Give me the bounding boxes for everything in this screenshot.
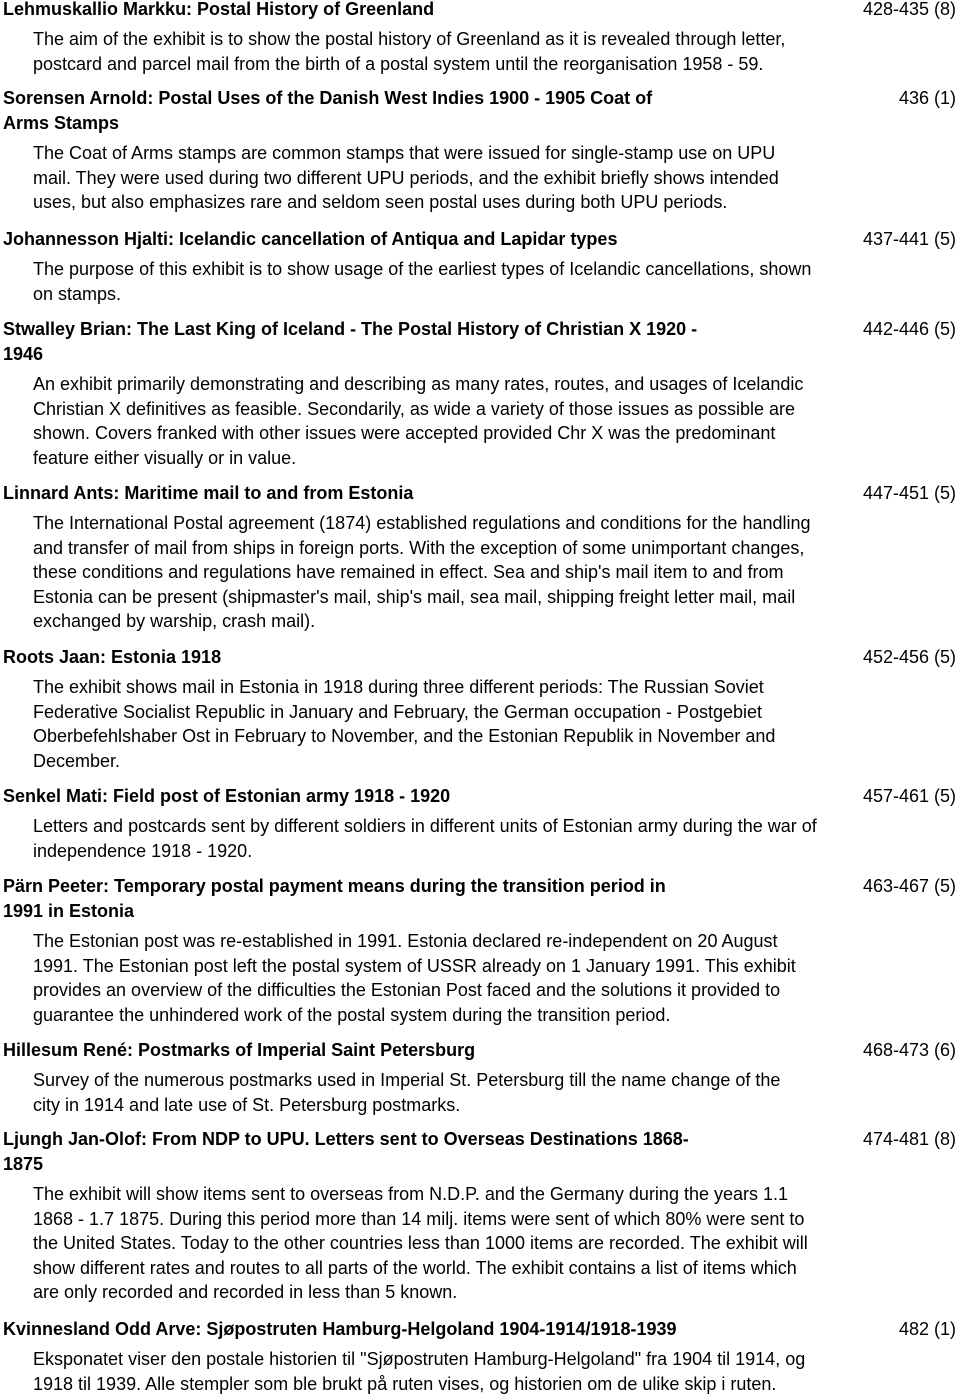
exhibit-title	[0, 1317, 815, 1342]
exhibit-title-line: Senkel Mati: Field post of Estonian army 1918 - 1920	[3, 786, 451, 806]
exhibit-description	[0, 511, 960, 634]
description-line: Estonia can be present (shipmaster's mail, ship's mail, sea mail, shipping freight letter mail, mail	[33, 586, 796, 607]
description-line: guarantee the unhindered work of the postal system during the transition period.	[33, 1004, 671, 1025]
exhibit-entry	[0, 784, 960, 863]
entry-header	[0, 86, 960, 136]
exhibit-entry	[0, 86, 960, 215]
exhibit-entry	[0, 1317, 960, 1396]
description-line: provides an overview of the difficulties the Estonian Post faced and the solutions it provided to	[33, 980, 781, 1001]
description-line: these conditions and regulations have remained in effect. Sea and ship's mail item to and from	[33, 562, 784, 583]
exhibit-title	[0, 227, 815, 252]
description-line: mail. They were used during two different UPU periods, and the exhibit briefly shows intended	[33, 167, 779, 188]
entry-header	[0, 0, 960, 22]
exhibit-entry	[0, 1038, 960, 1117]
exhibit-title-line: Lehmuskallio Markku: Postal History of Greenland	[3, 0, 435, 19]
exhibit-title-line: 1991 in Estonia	[3, 901, 135, 921]
exhibit-entry	[0, 481, 960, 634]
exhibit-title-line: 1946	[3, 344, 44, 364]
frame-reference: 447-451 (5)	[862, 483, 956, 503]
exhibit-entry	[0, 1127, 960, 1305]
exhibit-title	[0, 481, 815, 506]
exhibit-description	[0, 372, 960, 470]
description-line: December.	[33, 750, 121, 771]
entry-header	[0, 784, 960, 809]
exhibit-title	[0, 874, 815, 924]
entry-header	[0, 317, 960, 367]
exhibit-title-line: Johannesson Hjalti: Icelandic cancellation of Antiqua and Lapidar types	[3, 229, 618, 249]
exhibit-description	[0, 1347, 960, 1396]
exhibit-entry	[0, 0, 960, 76]
entry-header	[0, 1317, 960, 1342]
description-line: An exhibit primarily demonstrating and describing as many rates, routes, and usages of Icelandic	[33, 374, 804, 394]
description-line: independence 1918 - 1920.	[33, 840, 253, 861]
frame-reference: 442-446 (5)	[862, 319, 956, 339]
description-line: Christian X definitives as feasible. Secondarily, as wide a variety of those issues as possible are	[33, 398, 796, 419]
description-line: The Estonian post was re-established in 1991. Estonia declared re-independent on 20 August	[33, 931, 778, 951]
entry-header	[0, 874, 960, 924]
exhibit-title-line: Sorensen Arnold: Postal Uses of the Danish West Indies 1900 - 1905 Coat of	[3, 88, 653, 108]
exhibit-description	[0, 814, 960, 863]
frame-reference: 474-481 (8)	[862, 1129, 956, 1149]
description-line: The International Postal agreement (1874) established regulations and conditions for the handling	[33, 513, 811, 533]
description-line: show different rates and routes to all parts of the world. The exhibit contains a list of items which	[33, 1257, 797, 1278]
entry-header	[0, 1127, 960, 1177]
frame-reference: 452-456 (5)	[862, 647, 956, 667]
frame-reference: 457-461 (5)	[862, 786, 956, 806]
exhibit-description	[0, 141, 960, 215]
exhibit-title-line: Linnard Ants: Maritime mail to and from Estonia	[3, 483, 414, 503]
description-line: 1918 til 1939. Alle stempler som ble brukt på ruten vises, og historien om de ulike skip i ruten.	[33, 1373, 777, 1394]
exhibit-title-line: Ljungh Jan-Olof: From NDP to UPU. Letters sent to Overseas Destinations 1868-	[3, 1129, 689, 1149]
description-line: Survey of the numerous postmarks used in Imperial St. Petersburg till the name change of the	[33, 1070, 781, 1090]
description-line: and transfer of mail from ships in foreign ports. With the exception of some unimportant changes,	[33, 537, 805, 558]
entry-header	[0, 1038, 960, 1063]
description-line: Oberbefehlshaber Ost in February to November, and the Estonian Republik in November and	[33, 726, 776, 747]
frame-reference: 463-467 (5)	[862, 876, 956, 896]
description-line: uses, but also emphasizes rare and seldom seen postal uses during both UPU periods.	[33, 192, 728, 213]
exhibit-title-line: 1875	[3, 1154, 44, 1174]
exhibit-title-line: Stwalley Brian: The Last King of Iceland - The Postal History of Christian X 1920 -	[3, 319, 698, 339]
description-line: 1991. The Estonian post left the postal system of USSR already on 1 January 1991. This exhibit	[33, 955, 796, 976]
exhibit-description	[0, 257, 960, 306]
frame-reference: 428-435 (8)	[862, 0, 956, 19]
description-line: 1868 - 1.7 1875. During this period more than 14 milj. items were sent of which 80% were sent to	[33, 1208, 805, 1229]
description-line: are only recorded and recorded in less than 5 known.	[33, 1282, 458, 1303]
exhibit-title	[0, 1127, 815, 1177]
exhibit-title-line: Arms Stamps	[3, 113, 120, 133]
description-line: on stamps.	[33, 283, 122, 304]
description-line: Federative Socialist Republic in January and February, the German occupation - Postgebiet	[33, 701, 763, 722]
description-line: city in 1914 and late use of St. Petersburg postmarks.	[33, 1094, 461, 1115]
exhibit-title	[0, 86, 815, 136]
exhibit-title	[0, 1038, 815, 1063]
exhibit-title-line: Kvinnesland Odd Arve: Sjøpostruten Hamburg-Helgoland 1904-1914/1918-1939	[3, 1319, 677, 1339]
frame-reference: 482 (1)	[898, 1319, 956, 1339]
description-line: exchanged by warship, crash mail).	[33, 611, 316, 632]
frame-reference: 468-473 (6)	[862, 1040, 956, 1060]
description-line: Letters and postcards sent by different soldiers in different units of Estonian army during the war of	[33, 816, 817, 836]
description-line: The aim of the exhibit is to show the postal history of Greenland as it is revealed through letter,	[33, 29, 786, 49]
description-line: postcard and parcel mail from the birth of a postal system until the reorganisation 1958 - 59.	[33, 53, 764, 74]
exhibit-entry	[0, 227, 960, 306]
exhibit-title-line: Hillesum René: Postmarks of Imperial Saint Petersburg	[3, 1040, 476, 1060]
frame-reference: 436 (1)	[898, 88, 956, 108]
description-line: the United States. Today to the other countries less than 1000 items are recorded. The exhibit will	[33, 1233, 808, 1254]
exhibit-title	[0, 317, 815, 367]
exhibit-title	[0, 0, 815, 22]
entry-header	[0, 481, 960, 506]
description-line: The purpose of this exhibit is to show usage of the earliest types of Icelandic cancellations, shown	[33, 259, 812, 279]
exhibit-entry	[0, 317, 960, 470]
exhibit-entry	[0, 645, 960, 773]
exhibit-entry	[0, 874, 960, 1027]
exhibit-description	[0, 1182, 960, 1305]
exhibit-description	[0, 675, 960, 773]
entry-header	[0, 227, 960, 252]
exhibit-title	[0, 784, 815, 809]
entry-header	[0, 645, 960, 670]
exhibit-title-line: Roots Jaan: Estonia 1918	[3, 647, 222, 667]
description-line: The Coat of Arms stamps are common stamps that were issued for single-stamp use on UPU	[33, 143, 776, 163]
exhibit-title-line: Pärn Peeter: Temporary postal payment means during the transition period in	[3, 876, 666, 896]
description-line: The exhibit will show items sent to overseas from N.D.P. and the Germany during the years 1.1	[33, 1184, 789, 1204]
description-line: The exhibit shows mail in Estonia in 1918 during three different periods: The Russian Soviet	[33, 677, 764, 697]
frame-reference: 437-441 (5)	[862, 229, 956, 249]
exhibit-title	[0, 645, 815, 670]
exhibit-description	[0, 1068, 960, 1117]
description-line: Eksponatet viser den postale historien til "Sjøpostruten Hamburg-Helgoland" fra 1904 til 1914, og	[33, 1349, 806, 1369]
exhibit-description	[0, 27, 960, 76]
exhibit-description	[0, 929, 960, 1027]
description-line: feature either visually or in value.	[33, 447, 297, 468]
description-line: shown. Covers franked with other issues were accepted provided Chr X was the predominant	[33, 423, 776, 444]
